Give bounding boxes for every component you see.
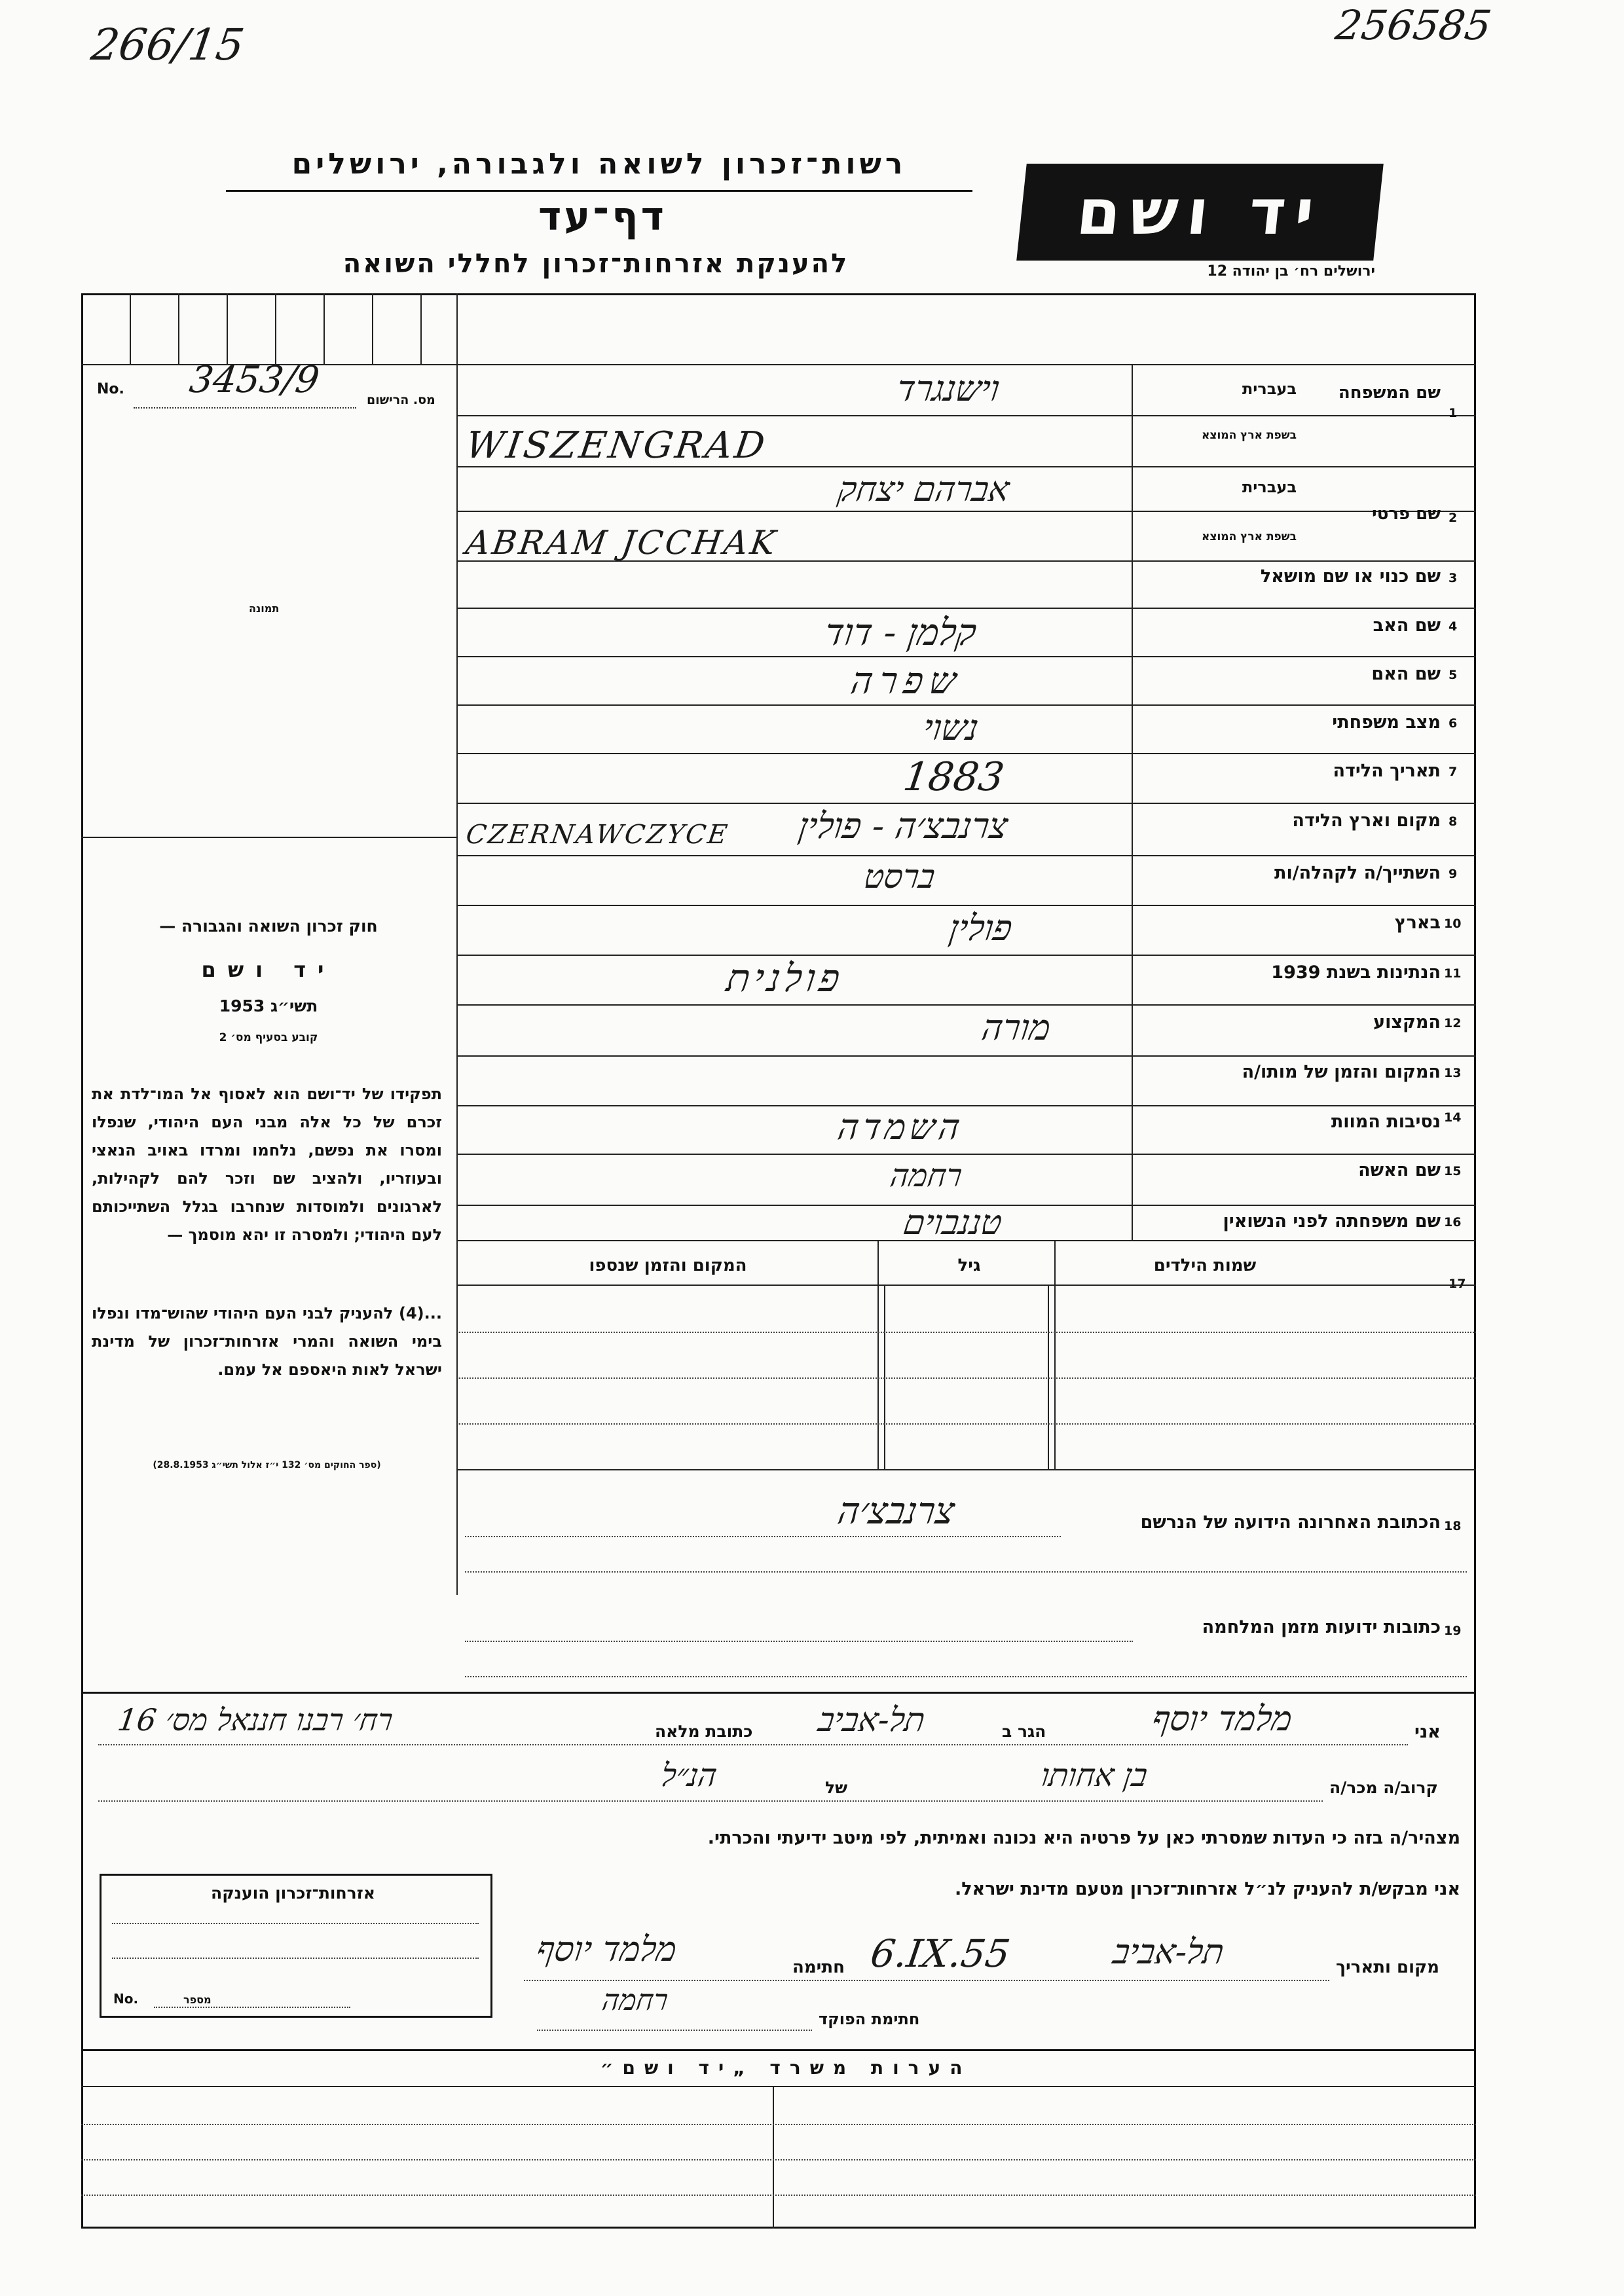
left-column-divider xyxy=(456,293,458,1595)
children-col-line xyxy=(884,1285,885,1469)
field-12-number: 12 xyxy=(1444,1016,1462,1030)
field-9-number: 9 xyxy=(1449,867,1458,881)
date-value: 6.IX.55 xyxy=(868,1931,1013,1976)
field-13-number: 13 xyxy=(1444,1066,1462,1080)
id-box-line xyxy=(420,293,422,364)
field-2-number: 2 xyxy=(1449,511,1458,525)
resident-city: תל-אביב xyxy=(815,1701,928,1739)
field-10-label: בארץ xyxy=(1394,913,1441,933)
citizenship-no-label: No. xyxy=(113,1991,139,2007)
row-line xyxy=(457,855,1476,856)
field-5-number: 5 xyxy=(1449,668,1458,682)
surname-latin-value: WISZENGRAD xyxy=(463,424,770,467)
office-notes-row xyxy=(81,2124,1476,2125)
authority-title: רשות־זכרון לשואה ולגבורה, ירושלים xyxy=(291,147,907,181)
field-13-label: המקום והזמן של מותו/ה xyxy=(1242,1062,1441,1082)
row-line xyxy=(457,704,1476,706)
full-address-label: כתובת מלאה xyxy=(655,1722,753,1741)
field-19-number: 19 xyxy=(1444,1624,1462,1638)
field-2-sub-hebrew: בעברית xyxy=(1242,478,1297,496)
children-header-line xyxy=(457,1285,1476,1286)
registration-number: 3453/9 xyxy=(187,359,322,401)
registration-label: מס. הרישום xyxy=(367,393,435,407)
community-value: ברסט xyxy=(861,858,938,896)
children-bottom-line xyxy=(457,1469,1476,1470)
id-box-line xyxy=(130,293,131,364)
field-17-number: 17 xyxy=(1449,1277,1466,1291)
law-name: יד ושם xyxy=(201,957,336,982)
field-18-dots xyxy=(465,1571,1467,1573)
row-line xyxy=(457,1004,1476,1006)
field-6-number: 6 xyxy=(1449,716,1458,731)
given-name-latin-value: ABRAM JCCHAK xyxy=(463,524,781,562)
row-line xyxy=(457,608,1476,609)
law-text-1: תפקידו של יד־ושם הוא לאסוף אל המו־לדת את זכרם של כל אלה מבני העם היהודי, שנפלו ומסרו את נפשם, נלחמו ומרדו באויב הנאצי ובעוזריו, ולהציב שם וזכר להם לקהילות, לארגונים ולמוסדות שנחרבו בגלל השתייכותם לעם היהודי; ולמסרה זו יהא מוסמך — xyxy=(92,1085,442,1244)
declarant-ani: אני xyxy=(1414,1722,1441,1742)
declaration-text: מצהיר/ה בזה כי העדות שמסרתי כאן על פרטיה היא נכונה ואמיתית, לפי מיטב ידיעתי והכרתי. xyxy=(707,1828,1460,1848)
citizenship-number-dots xyxy=(154,2007,350,2008)
label-column-divider xyxy=(1132,364,1133,1240)
field-8-label: מקום וארץ הלידה xyxy=(1292,811,1441,831)
declarant-line2-dots xyxy=(98,1800,1323,1802)
id-box-line xyxy=(372,293,373,364)
citizenship-dots xyxy=(112,1958,479,1959)
law-clause: קובע בסעיף מס׳ 2 xyxy=(219,1031,318,1044)
field-14-number: 14 xyxy=(1444,1110,1462,1125)
field-3-label: שם כנוי או שם מושאל xyxy=(1260,566,1441,587)
field-7-label: תאריך הלידה xyxy=(1333,761,1441,781)
law-source: (ספר החוקים מס׳ 132 י״ז אלול תשי״ג 28.8.1953) xyxy=(153,1460,381,1470)
signature-value: מלמד יוסף xyxy=(534,1930,680,1969)
request-text: אני מבקש/ת להעניק לנ״ל אזרחות־זכרון מטעם מדינת ישראל. xyxy=(954,1879,1460,1899)
row-line xyxy=(457,905,1476,906)
row-line xyxy=(457,803,1476,804)
field-6-label: מצב משפחתי xyxy=(1332,712,1441,733)
full-address-value: רח׳ רבנו חננאל מס׳ 16 xyxy=(115,1702,396,1738)
signature-label: חתימה xyxy=(792,1958,845,1977)
header-address: ירושלים רח׳ בן יהודה 12 xyxy=(1207,263,1375,280)
office-notes-title: הערות משרד „יד ושם״ xyxy=(600,2057,972,2079)
field-4-label: שם האב xyxy=(1373,615,1441,636)
country-value: פולין xyxy=(946,907,1015,949)
field-19-dots xyxy=(465,1641,1133,1642)
field-12-label: המקצוע xyxy=(1373,1012,1441,1032)
law-year: תשי״ג 1953 xyxy=(219,996,318,1015)
declarant-name: מלמד יוסף xyxy=(1149,1700,1295,1739)
id-box-line xyxy=(227,293,228,364)
field-2-sub-origin: בשפת ארץ המוצא xyxy=(1201,530,1297,543)
nationality-value: פולנית xyxy=(724,956,847,1000)
field-18-label: הכתובת האחרונה הידועה של הנרשם xyxy=(1140,1512,1441,1533)
given-name-hebrew-value: אברהם יצחק xyxy=(835,470,1012,509)
photo-bottom-line xyxy=(81,837,457,838)
children-row-line xyxy=(457,1332,1476,1333)
field-14-label: נסיבות המוות xyxy=(1331,1112,1441,1132)
field-18-dots xyxy=(465,1536,1061,1537)
death-circumstances-value: השמדה xyxy=(835,1106,967,1148)
children-col-line xyxy=(1048,1285,1049,1469)
birth-date-value: 1883 xyxy=(900,754,1007,800)
children-col-line xyxy=(877,1240,879,1469)
signature-dots xyxy=(524,1980,1329,1981)
official-signature-label: חתימת הפוקד xyxy=(819,2010,920,2028)
citizenship-dots xyxy=(112,1923,479,1924)
field-19-label: כתובות ידועות מזמן המלחמה xyxy=(1202,1617,1441,1637)
row-line xyxy=(457,955,1476,956)
field-16-number: 16 xyxy=(1444,1215,1462,1230)
field-4-number: 4 xyxy=(1449,619,1458,634)
field-1-label: שם המשפחה xyxy=(1338,383,1441,403)
field-10-number: 10 xyxy=(1444,917,1462,931)
office-notes-top-line xyxy=(81,2049,1476,2051)
no-label: No. xyxy=(97,381,124,397)
corner-right-number: 256585 xyxy=(1332,1,1494,49)
children-age-header: גיל xyxy=(957,1256,981,1275)
children-row-line xyxy=(457,1377,1476,1379)
row-line xyxy=(457,415,1476,416)
field-7-number: 7 xyxy=(1449,765,1458,779)
children-place-header: המקום והזמן שנספו xyxy=(589,1256,747,1275)
field-2-label: שם פרטי xyxy=(1372,504,1441,524)
yad-vashem-logo xyxy=(1016,164,1384,261)
of-label: של xyxy=(825,1778,848,1797)
official-signature-value: רחמה xyxy=(600,1984,671,2017)
birthplace-hebrew-value: צרנבצ׳ה - פולין xyxy=(796,805,1011,847)
field-5-label: שם האם xyxy=(1371,664,1441,684)
citizenship-box-title: אזרחות־זכרון הוענקה xyxy=(211,1884,375,1903)
last-address-value: צרנבצ׳ה xyxy=(835,1490,957,1533)
place-value: תל-אביב xyxy=(1110,1933,1227,1972)
field-19-dots xyxy=(465,1676,1467,1677)
children-col-line xyxy=(1054,1240,1056,1469)
field-1-number: 1 xyxy=(1449,406,1458,420)
children-row-line xyxy=(457,1423,1476,1425)
field-9-label: השתייך/ה לקהלה/ות xyxy=(1274,863,1441,883)
form-title: דף־עד xyxy=(538,194,667,240)
law-title: חוק זכרון השואה והגבורה — xyxy=(159,917,378,936)
relation-label: קרוב/ה מכר/ה xyxy=(1329,1778,1438,1797)
field-18-number: 18 xyxy=(1444,1519,1462,1533)
of-value: הנ״ל xyxy=(659,1757,720,1794)
field-8-number: 8 xyxy=(1449,814,1458,829)
office-notes-row xyxy=(81,2159,1476,2160)
office-notes-divider xyxy=(773,2086,774,2229)
corner-left-number: 266/15 xyxy=(88,20,248,70)
id-box-line xyxy=(178,293,179,364)
row-line xyxy=(457,1105,1476,1106)
birthplace-latin-value: CZERNAWCZYCE xyxy=(464,820,731,850)
id-box-line xyxy=(275,293,276,364)
field-1-sub-hebrew: בעברית xyxy=(1242,380,1297,398)
official-dots xyxy=(537,2030,812,2031)
declarant-top-line xyxy=(81,1692,1476,1694)
declarant-line1-dots xyxy=(98,1744,1408,1745)
place-date-label: מקום ותאריך xyxy=(1336,1958,1439,1977)
profession-value: מורה xyxy=(979,1007,1054,1048)
row-line xyxy=(457,1154,1476,1155)
row-line xyxy=(457,656,1476,657)
logo-text: יד ושם xyxy=(1073,175,1327,249)
mother-name-value: שפרה xyxy=(848,660,965,702)
field-16-label: שם משפחתה לפני הנשואין xyxy=(1223,1211,1441,1231)
resident-label: הגר ב xyxy=(1002,1722,1046,1741)
field-1-sub-origin: בשפת ארץ המוצא xyxy=(1201,429,1297,442)
office-notes-header-line xyxy=(81,2086,1476,2087)
citizenship-number-label: מספר xyxy=(183,1994,212,2006)
field-15-number: 15 xyxy=(1444,1164,1462,1178)
surname-hebrew-value: וישנגרד xyxy=(894,368,1003,409)
children-names-header: שמות הילדים xyxy=(1153,1256,1257,1275)
father-name-value: קלמן - דוד xyxy=(822,611,979,654)
wife-name-value: רחמה xyxy=(888,1157,965,1194)
field-11-number: 11 xyxy=(1444,966,1462,981)
marital-status-value: נשוי xyxy=(920,707,982,748)
field-15-label: שם האשה xyxy=(1358,1160,1441,1180)
field-3-number: 3 xyxy=(1449,571,1458,585)
relation-value: בן אחותו xyxy=(1039,1757,1150,1794)
maiden-name-value: טננבוים xyxy=(900,1203,1005,1243)
office-notes-row xyxy=(81,2195,1476,2196)
row-line xyxy=(457,1055,1476,1057)
form-subtitle: להענקת אזרחות־זכרון לחללי השואה xyxy=(342,249,849,279)
photo-label: תמונה xyxy=(249,602,280,615)
citizenship-box xyxy=(100,1874,492,2018)
field-11-label: הנתינות בשנת 1939 xyxy=(1271,962,1441,983)
id-box-line xyxy=(323,293,325,364)
law-text-2: ...(4) להעניק לבני העם היהודי שהוש־מדו ונפלו בימי השואה והמרי אזרחות־זכרון של מדינת ישראל לאות היאספם אל עמם. xyxy=(92,1304,442,1379)
registration-dots xyxy=(134,407,356,409)
authority-underline xyxy=(226,190,972,192)
